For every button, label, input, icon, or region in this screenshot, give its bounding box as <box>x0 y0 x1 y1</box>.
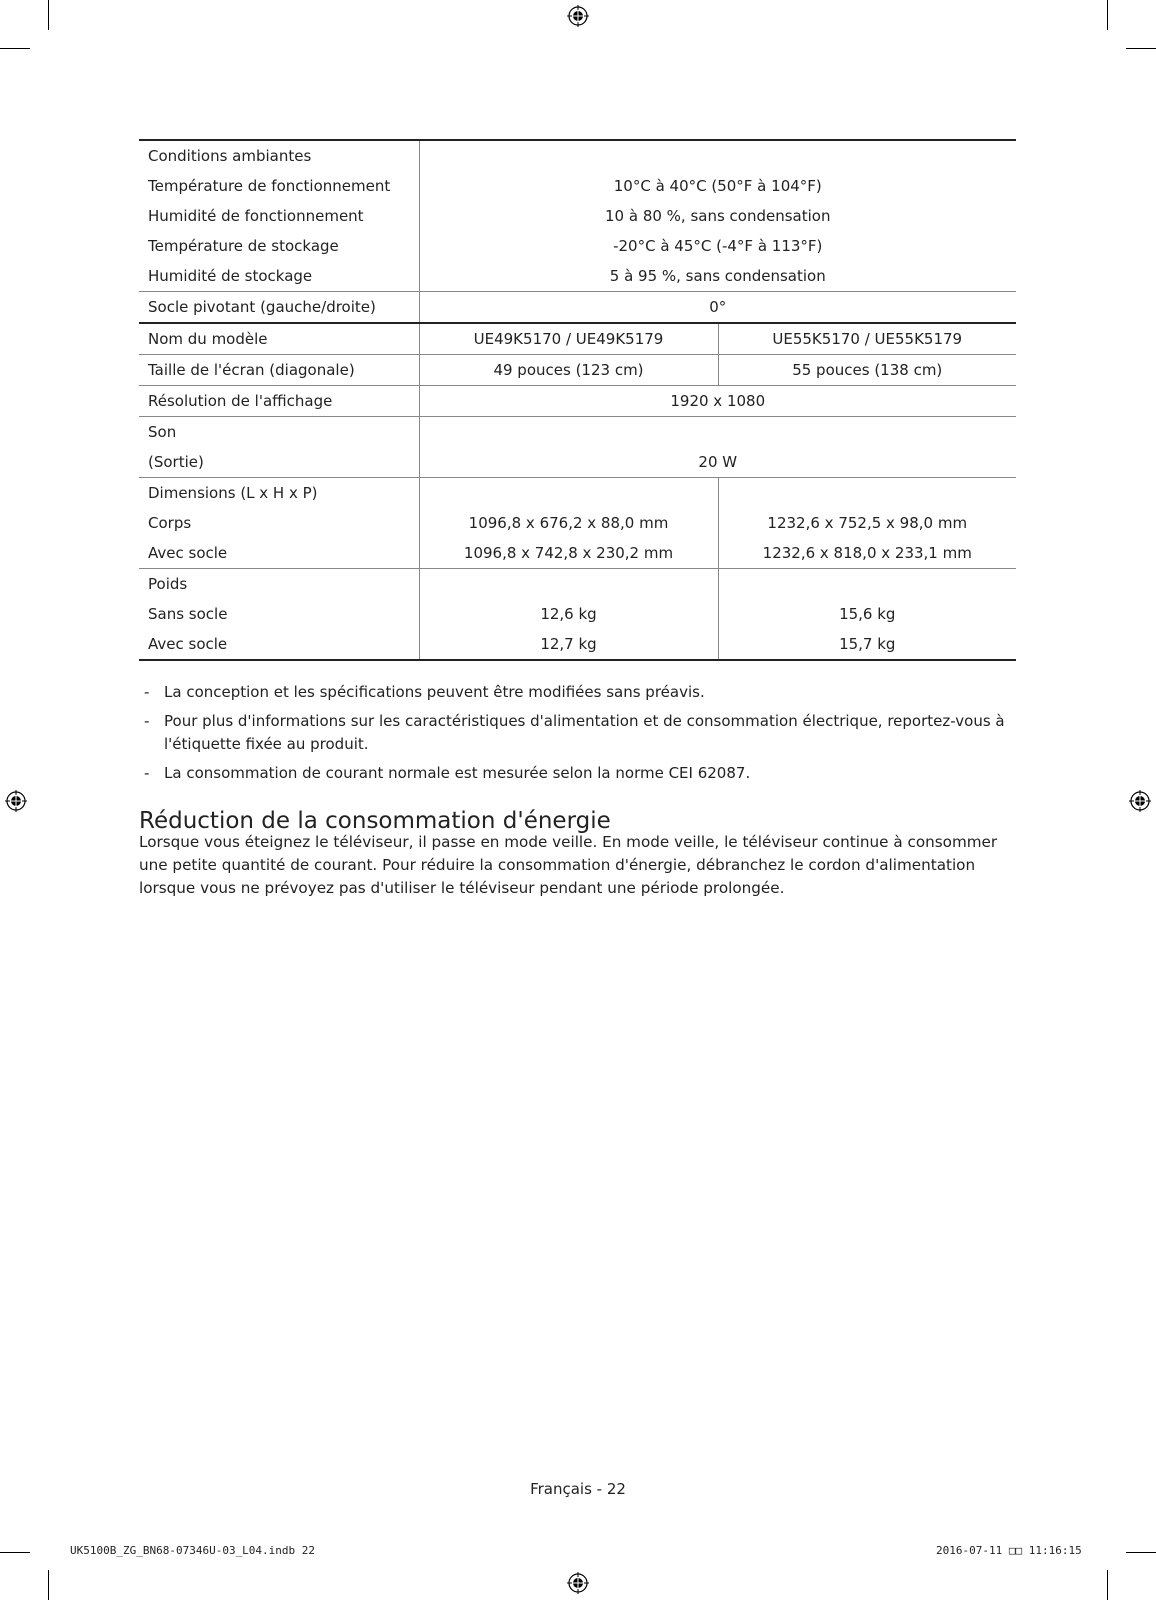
list-item <box>139 681 1019 704</box>
row-label: Humidité de fonctionnement <box>148 207 364 225</box>
row-value: 1920 x 1080 <box>419 386 1016 417</box>
row-label: Nom du modèle <box>139 323 419 355</box>
crop-mark <box>0 1552 30 1553</box>
row-value: 15,7 kg <box>718 629 1016 660</box>
table-row <box>139 386 1016 417</box>
row-label: Poids <box>139 569 419 600</box>
table-row <box>139 447 1016 478</box>
row-label: Température de fonctionnement <box>148 177 391 195</box>
row-value: 10 à 80 %, sans condensation <box>419 201 1016 231</box>
registration-mark-icon <box>567 5 589 27</box>
print-file-name: UK5100B_ZG_BN68-07346U-03_L04.indb 22 <box>70 1544 316 1557</box>
table-row <box>139 323 1016 355</box>
table-row <box>139 538 1016 569</box>
crop-mark <box>48 1570 49 1600</box>
table-row <box>139 140 1016 171</box>
table-row <box>139 231 1016 261</box>
row-label: Dimensions (L x H x P) <box>139 478 419 509</box>
registration-mark-icon <box>567 1572 589 1594</box>
table-row <box>139 569 1016 600</box>
row-value: 1096,8 x 676,2 x 88,0 mm <box>419 508 718 538</box>
crop-mark <box>1126 1552 1156 1553</box>
page-number: Français - 22 <box>530 1480 626 1498</box>
table-row <box>139 355 1016 386</box>
row-value: 1232,6 x 818,0 x 233,1 mm <box>718 538 1016 569</box>
list-item <box>139 762 1019 785</box>
row-value: 5 à 95 %, sans condensation <box>419 261 1016 292</box>
table-row <box>139 171 1016 201</box>
note-dash: - <box>144 712 150 730</box>
list-item <box>139 710 1019 756</box>
registration-mark-icon <box>1129 790 1151 812</box>
row-label: Avec socle <box>148 544 228 562</box>
note-dash: - <box>144 683 150 701</box>
section-title: Réduction de la consommation d'énergie <box>139 808 611 834</box>
row-label: Avec socle <box>139 629 419 660</box>
row-label: Humidité de stockage <box>148 267 313 285</box>
crop-mark <box>0 48 30 49</box>
row-label: (Sortie) <box>148 453 204 471</box>
row-value: 55 pouces (138 cm) <box>718 355 1016 386</box>
row-value: 20 W <box>419 447 1016 478</box>
note-text: La consommation de courant normale est mesurée selon la norme CEI 62087. <box>164 764 751 782</box>
row-value: 1232,6 x 752,5 x 98,0 mm <box>718 508 1016 538</box>
row-label: Sans socle <box>148 605 228 623</box>
crop-mark <box>1107 0 1108 30</box>
specifications-table <box>139 139 1016 661</box>
crop-mark <box>48 0 49 30</box>
table-row <box>139 629 1016 660</box>
table-row <box>139 599 1016 629</box>
registration-mark-icon <box>5 790 27 812</box>
row-label: Conditions ambiantes <box>139 140 419 171</box>
row-value: 0° <box>419 292 1016 324</box>
table-row <box>139 478 1016 509</box>
row-value: 12,6 kg <box>419 599 718 629</box>
row-value: 12,7 kg <box>419 629 718 660</box>
row-value: 15,6 kg <box>718 599 1016 629</box>
print-timestamp: 2016-07-11 □□ 11:16:15 <box>936 1544 1082 1557</box>
table-row <box>139 201 1016 231</box>
table-row <box>139 417 1016 448</box>
note-text: La conception et les spécifications peuvent être modifiées sans préavis. <box>164 683 705 701</box>
note-text: Pour plus d'informations sur les caractéristiques d'alimentation et de consommation électrique, reportez-vous à l'étiquette fixée au produit. <box>164 712 1005 753</box>
crop-mark <box>1107 1570 1108 1600</box>
row-label: Corps <box>148 514 192 532</box>
row-label: Socle pivotant (gauche/droite) <box>139 292 419 324</box>
table-row <box>139 508 1016 538</box>
row-value: UE55K5170 / UE55K5179 <box>718 323 1016 355</box>
row-value: -20°C à 45°C (-4°F à 113°F) <box>419 231 1016 261</box>
notes-list <box>139 681 1019 791</box>
table-row <box>139 261 1016 292</box>
row-value: 1096,8 x 742,8 x 230,2 mm <box>419 538 718 569</box>
note-dash: - <box>144 764 150 782</box>
row-label: Son <box>139 417 419 448</box>
row-label: Température de stockage <box>148 237 339 255</box>
row-label: Taille de l'écran (diagonale) <box>139 355 419 386</box>
row-label: Résolution de l'affichage <box>139 386 419 417</box>
section-body: Lorsque vous éteignez le téléviseur, il passe en mode veille. En mode veille, le téléviseur continue à consommer une petite quantité de courant. Pour réduire la consommation d'énergie, débranchez le cordon d'alimentation lorsque vous ne prévoyez pas d'utiliser le téléviseur pendant une période prolongée. <box>139 833 998 897</box>
table-row <box>139 292 1016 324</box>
row-value: 49 pouces (123 cm) <box>419 355 718 386</box>
row-value: 10°C à 40°C (50°F à 104°F) <box>419 171 1016 201</box>
crop-mark <box>1126 48 1156 49</box>
row-value: UE49K5170 / UE49K5179 <box>419 323 718 355</box>
